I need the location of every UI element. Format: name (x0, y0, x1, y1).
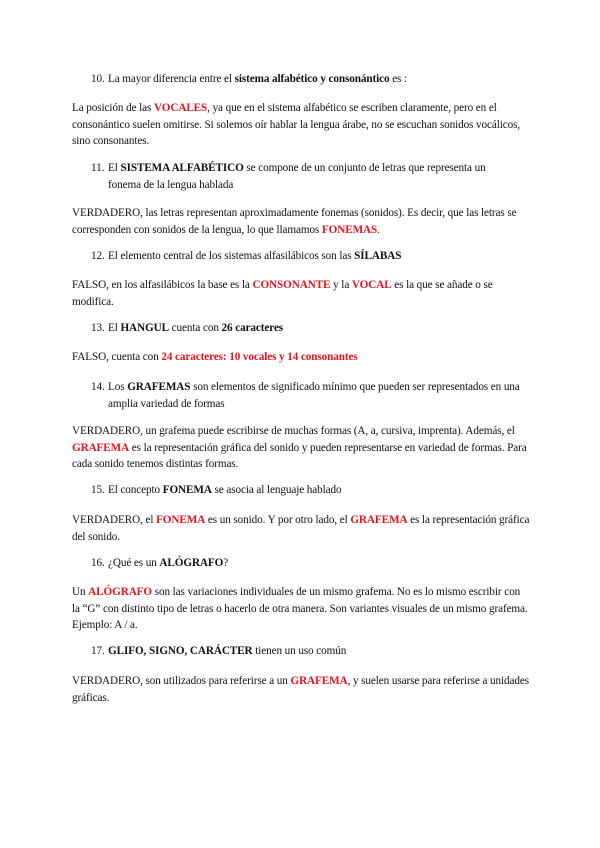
question-text: amplia variedad de formas (108, 397, 225, 410)
answer-text: es la representación gráfica del sonido y pueden representarse en variedad de formas. Para cada sonido tenemos distintas formas. (72, 441, 527, 470)
answer-13 (72, 349, 530, 366)
question-12 (91, 248, 531, 265)
question-number: 15. (91, 484, 105, 496)
question-text: cuenta con (168, 322, 222, 334)
answer-text: Un (72, 586, 89, 598)
question-keyword: SISTEMA ALFABÉTICO (120, 162, 244, 174)
answer-highlight: VOCAL (351, 279, 392, 291)
question-14 (91, 379, 531, 412)
question-text: Los (108, 381, 128, 393)
question-17 (91, 643, 531, 660)
question-text: son elementos de significado mínimo que pueden ser representados en una (190, 381, 520, 393)
question-number: 16. (91, 557, 105, 569)
answer-text: . (377, 223, 380, 236)
question-number: 10. (91, 73, 105, 85)
answer-text: , ya que en el sistema alfabético se escriben claramente, pero en el consonántico suelen omitirse. Si solemos oír hablar la lengua árabe, no se escuchan sonidos vocálicos, sino consonantes. (72, 102, 521, 147)
question-text: El (108, 162, 121, 174)
answer-highlight: GRAFEMA (350, 514, 408, 526)
question-number: 14. (91, 381, 105, 393)
question-text: ? (223, 557, 229, 569)
answer-text: FALSO, en los alfasilábicos la base es la (72, 279, 253, 291)
question-keyword: HANGUL (120, 322, 169, 334)
answer-text: VERDADERO, son utilizados para referirse a un (72, 675, 291, 687)
question-number: 11. (91, 162, 105, 174)
question-text: se compone de un conjunto de letras que representa un (243, 162, 486, 174)
question-text: La mayor diferencia entre el (108, 73, 235, 85)
answer-text: es un sonido. Y por otro lado, el (205, 514, 351, 526)
answer-text: son las variaciones individuales de un mismo grafema. No es lo mismo escribir con la “G” con distinto tipo de letras o hacerlo de otra manera. Son variantes visuales de un mismo grafema. Ejemplo: A / a. (72, 586, 528, 631)
question-11 (91, 160, 531, 193)
question-keyword: SÍLABAS (354, 250, 402, 262)
question-text: El (108, 322, 121, 334)
answer-text: VERDADERO, el (72, 514, 157, 526)
answer-text: es la que se añade o se modifica. (72, 279, 493, 308)
answer-16 (72, 584, 530, 634)
question-text: ¿Qué es un (108, 557, 160, 569)
question-13 (91, 320, 531, 337)
question-10 (91, 71, 531, 88)
answer-highlight: FONEMA (156, 514, 206, 526)
answer-text: y la (330, 279, 352, 291)
question-keyword: GLIFO, SIGNO, CARÁCTER (108, 645, 253, 657)
answer-11 (72, 205, 530, 238)
question-number: 17. (91, 645, 105, 657)
answer-15 (72, 512, 530, 545)
question-text: es : (389, 73, 408, 85)
answer-highlight: 24 caracteres: 10 vocales y 14 consonantes (161, 351, 358, 363)
answer-text: , y suelen usarse para referirse a unidades gráficas. (72, 675, 530, 704)
question-number: 13. (91, 322, 105, 334)
answer-text: VERDADERO, las letras representan aproximadamente fonemas (sonidos). Es decir, que las letras se corresponden con sonidos de la lengua, lo que llamamos (72, 207, 517, 236)
question-number: 12. (91, 250, 105, 262)
answer-highlight: FONEMAS (321, 223, 378, 236)
answer-text: La posición de las (72, 102, 154, 114)
answer-text: FALSO, cuenta con (72, 351, 162, 363)
question-text: El concepto (108, 484, 163, 496)
question-keyword: sistema alfabético y consonántico (234, 73, 390, 85)
answer-text: es la representación gráfica del sonido. (72, 514, 530, 543)
answer-17 (72, 673, 530, 706)
question-15 (91, 482, 531, 499)
question-keyword: 26 caracteres (221, 322, 284, 334)
answer-highlight: VOCALES (154, 102, 208, 114)
answer-10 (72, 100, 530, 150)
question-16 (91, 555, 531, 572)
answer-highlight: ALÓGRAFO (88, 586, 153, 598)
answer-12 (72, 277, 530, 310)
question-text: El elemento central de los sistemas alfasilábicos son las (108, 250, 355, 262)
answer-highlight: GRAFEMA (72, 441, 130, 454)
question-keyword: FONEMA (162, 484, 212, 496)
question-keyword: ALÓGRAFO (159, 557, 224, 569)
answer-14 (72, 423, 530, 473)
answer-highlight: CONSONANTE (252, 279, 331, 291)
answer-highlight: GRAFEMA (290, 675, 348, 687)
question-text: tienen un uso común (252, 645, 347, 657)
question-text: se asocia al lenguaje hablado (211, 484, 342, 496)
question-keyword: GRAFEMAS (127, 381, 191, 393)
answer-text: VERDADERO, un grafema puede escribirse de muchas formas (A, a, cursiva, imprenta). Además, el (72, 425, 515, 437)
question-text: fonema de la lengua hablada (108, 178, 234, 191)
